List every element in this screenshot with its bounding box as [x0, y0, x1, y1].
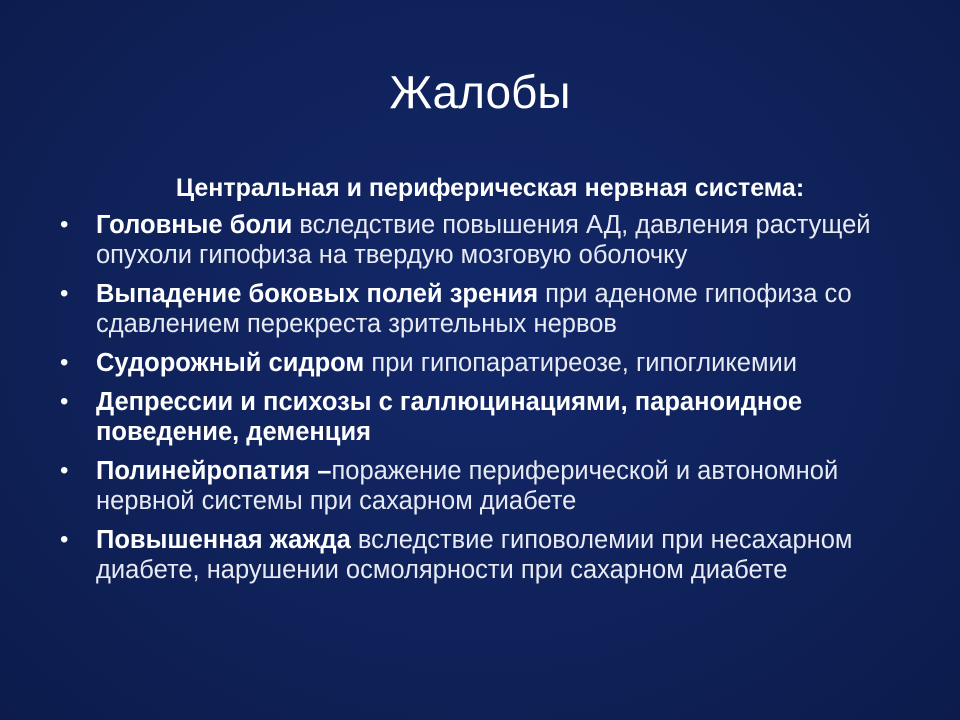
- list-item: [56, 210, 916, 270]
- item-bold-text: Повышенная жажда: [96, 526, 351, 554]
- item-text: при аденоме гипофиза со сдавлением перекреста зрительных нервов: [96, 280, 852, 338]
- bullet-icon: •: [60, 349, 69, 376]
- list-item: [56, 348, 916, 378]
- item-text: поражение периферической и автономной нервной системы при сахарном диабете: [96, 457, 839, 515]
- item-text: вследствие повышения АД, давления растущей опухоли гипофиза на твердую мозговую оболочку: [96, 211, 871, 269]
- item-text: вследствие гиповолемии при несахарном диабете, нарушении осмолярности при сахарном диабете: [96, 526, 853, 584]
- item-bold-text: Судорожный сидром: [96, 349, 365, 377]
- slide-subtitle: Центральная и периферическая нервная система:: [175, 174, 805, 202]
- bullet-icon: •: [60, 457, 69, 484]
- bullet-list: [56, 210, 916, 594]
- list-item: [56, 387, 916, 447]
- bullet-icon: •: [60, 388, 69, 415]
- list-item: [56, 456, 916, 516]
- list-item: [56, 525, 916, 585]
- slide-title: Жалобы: [389, 66, 571, 118]
- item-bold-text: Головные боли: [96, 211, 293, 239]
- bullet-icon: •: [60, 526, 69, 553]
- bullet-icon: •: [60, 211, 69, 238]
- list-item: [56, 279, 916, 339]
- bullet-icon: •: [60, 280, 69, 307]
- item-text: при гипопаратиреозе, гипогликемии: [364, 349, 798, 377]
- item-bold-text: Выпадение боковых полей зрения: [96, 280, 539, 308]
- item-bold-text: Полинейропатия –: [96, 457, 332, 485]
- item-bold-text: Депрессии и психозы с галлюцинациями, параноидное поведение, деменция: [96, 388, 803, 446]
